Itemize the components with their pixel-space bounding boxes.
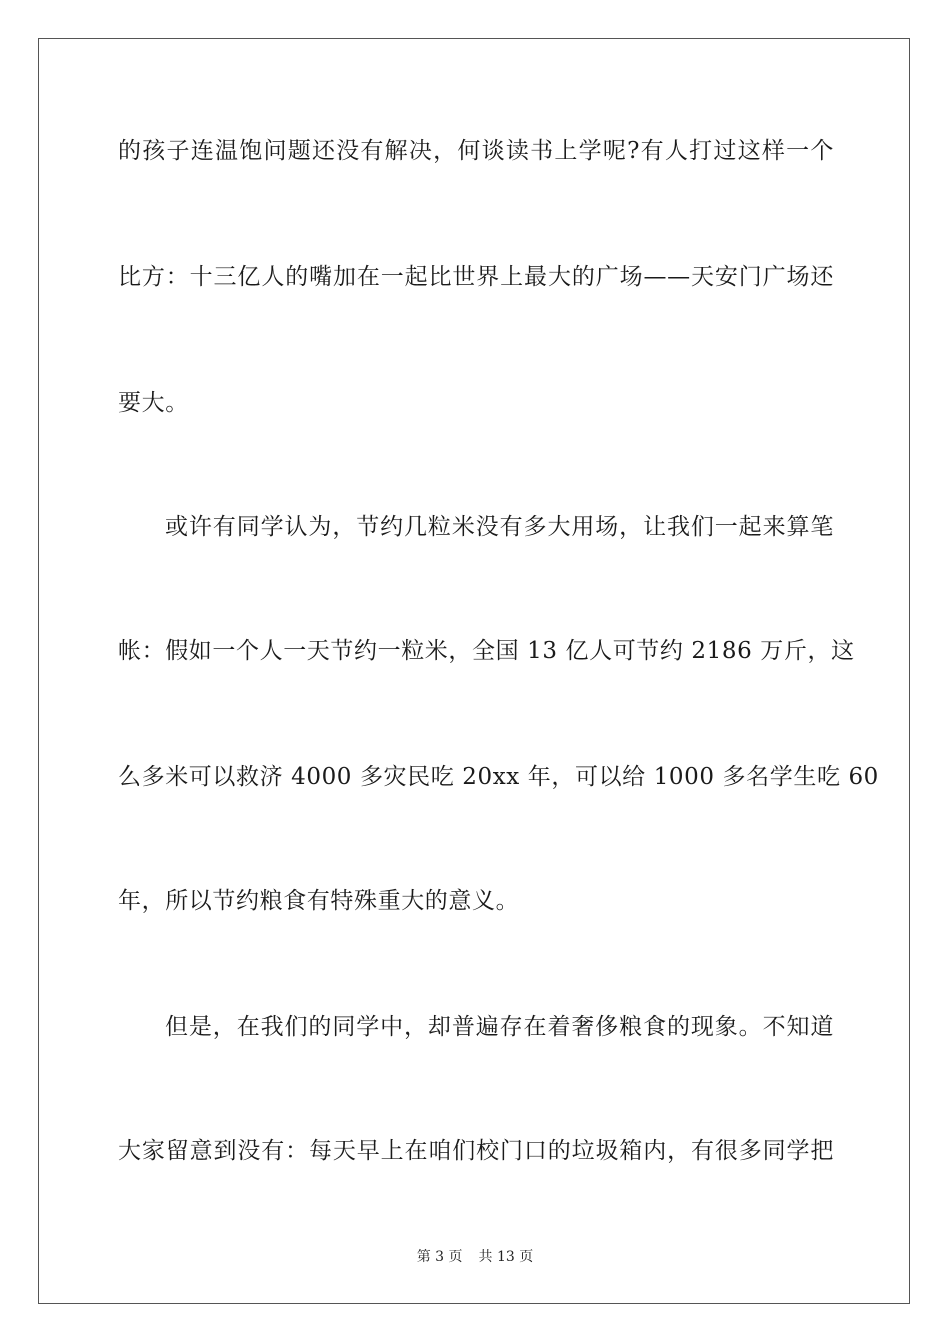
page-footer <box>0 1248 950 1266</box>
text-line-3: 要大。 <box>118 390 189 416</box>
text-line-2: 比方：十三亿人的嘴加在一起比世界上最大的广场——天安门广场还 <box>118 264 834 290</box>
total-pages: 共 13 页 <box>478 1249 534 1265</box>
text-line-4: 或许有同学认为，节约几粒米没有多大用场，让我们一起来算笔 <box>165 514 834 540</box>
page-frame <box>38 38 910 1304</box>
text-line-7: 年，所以节约粮食有特殊重大的意义。 <box>118 888 520 914</box>
text-line-5: 帐：假如一个人一天节约一粒米，全国 13 亿人可节约 2186 万斤，这 <box>118 638 855 664</box>
text-line-8: 但是，在我们的同学中，却普遍存在着奢侈粮食的现象。不知道 <box>165 1014 834 1040</box>
text-line-1: 的孩子连温饱问题还没有解决，何谈读书上学呢?有人打过这样一个 <box>118 138 834 164</box>
text-line-9: 大家留意到没有：每天早上在咱们校门口的垃圾箱内，有很多同学把 <box>118 1138 834 1164</box>
page-number: 第 3 页 <box>416 1249 463 1265</box>
text-line-6: 么多米可以救济 4000 多灾民吃 20xx 年，可以给 1000 多名学生吃 60 <box>118 764 879 790</box>
